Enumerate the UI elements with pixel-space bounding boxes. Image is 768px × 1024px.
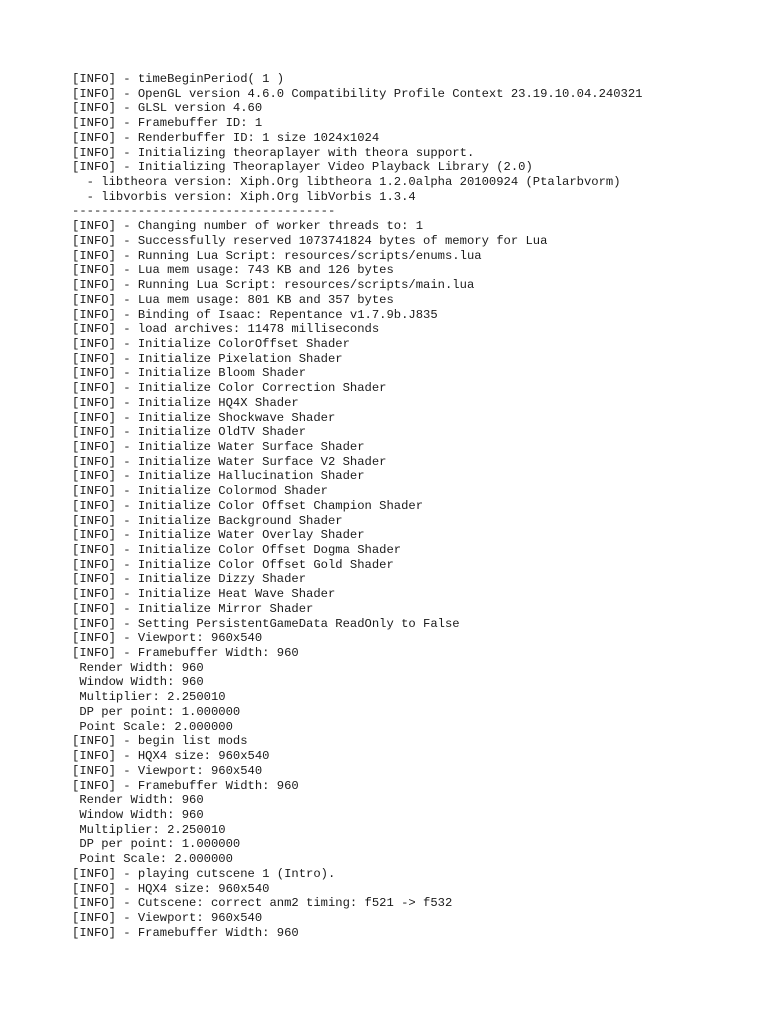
log-line: [INFO] - Initialize Color Offset Dogma Shader bbox=[72, 543, 402, 557]
log-line: Multiplier: 2.250010 bbox=[72, 690, 226, 705]
log-line: [INFO] - Initialize HQ4X Shader bbox=[72, 395, 299, 410]
log-line: Point Scale: 2.000000 bbox=[72, 719, 233, 734]
log-line: [INFO] - Lua mem usage: 743 KB and 126 bytes bbox=[72, 263, 394, 278]
log-line: [INFO] - Initialize Colormod Shader bbox=[72, 484, 328, 499]
log-line: [INFO] - Initialize Hallucination Shader bbox=[72, 469, 365, 484]
log-line: Render Width: 960 bbox=[72, 793, 204, 808]
log-line: [INFO] - GLSL version 4.60 bbox=[72, 101, 263, 116]
log-line: [INFO] - Initialize ColorOffset Shader bbox=[72, 336, 350, 351]
log-line: DP per point: 1.000000 bbox=[72, 704, 241, 719]
log-line: Multiplier: 2.250010 bbox=[72, 822, 226, 837]
log-line: [INFO] - Running Lua Script: resources/scripts/main.lua bbox=[72, 278, 475, 293]
log-line: [INFO] - Framebuffer Width: 960 bbox=[72, 778, 299, 793]
log-line: [INFO] - Initialize Dizzy Shader bbox=[72, 572, 307, 587]
log-line: [INFO] - Initialize Color Offset Champion Shader bbox=[72, 498, 424, 513]
log-line: DP per point: 1.000000 bbox=[72, 837, 241, 852]
log-line: [INFO] - Framebuffer Width: 960 bbox=[72, 925, 299, 940]
log-line: [INFO] - Viewport: 960x540 bbox=[72, 631, 263, 646]
log-line: ------------------------------------ bbox=[72, 204, 336, 219]
log-line: [INFO] - timeBeginPeriod( 1 ) bbox=[72, 72, 285, 86]
log-line: Window Width: 960 bbox=[72, 807, 204, 822]
log-line: [INFO] - HQX4 size: 960x540 bbox=[72, 881, 270, 896]
log-line: [INFO] - load archives: 11478 milliseconds bbox=[72, 322, 380, 337]
log-line: [INFO] - OpenGL version 4.6.0 Compatibility Profile Context 23.19.10.04.240321 bbox=[72, 86, 643, 101]
log-line: [INFO] - Viewport: 960x540 bbox=[72, 910, 263, 925]
log-line: [INFO] - Binding of Isaac: Repentance v1.7.9b.J835 bbox=[72, 307, 438, 322]
log-line: [INFO] - Initialize Water Overlay Shader bbox=[72, 528, 365, 543]
log-line: [INFO] - Framebuffer ID: 1 bbox=[72, 116, 263, 131]
log-line: [INFO] - begin list mods bbox=[72, 734, 248, 749]
log-line: [INFO] - Initialize Color Correction Shader bbox=[72, 381, 387, 396]
log-line: [INFO] - Setting PersistentGameData ReadOnly to False bbox=[72, 616, 460, 631]
log-line: [INFO] - HQX4 size: 960x540 bbox=[72, 749, 270, 764]
log-line: [INFO] - Initialize Bloom Shader bbox=[72, 366, 307, 381]
log-line: [INFO] - Changing number of worker threads to: 1 bbox=[72, 219, 424, 234]
log-line: [INFO] - Initialize Pixelation Shader bbox=[72, 351, 343, 366]
log-line: [INFO] - Initialize Heat Wave Shader bbox=[72, 587, 336, 602]
log-line: [INFO] - Initialize Color Offset Gold Shader bbox=[72, 557, 394, 572]
log-line: [INFO] - Initialize Background Shader bbox=[72, 513, 343, 528]
log-line: [INFO] - Viewport: 960x540 bbox=[72, 763, 263, 778]
log-line: - libvorbis version: Xiph.Org libVorbis 1.3.4 bbox=[72, 189, 416, 204]
log-line: [INFO] - Initialize Water Surface V2 Shader bbox=[72, 454, 387, 469]
log-line: [INFO] - Successfully reserved 1073741824 bytes of memory for Lua bbox=[72, 233, 548, 248]
log-line: Window Width: 960 bbox=[72, 675, 204, 690]
log-line: Point Scale: 2.000000 bbox=[72, 852, 233, 867]
log-line: [INFO] - Initialize Mirror Shader bbox=[72, 601, 314, 616]
log-line: [INFO] - Framebuffer Width: 960 bbox=[72, 646, 299, 661]
log-line: [INFO] - Cutscene: correct anm2 timing: f521 -> f532 bbox=[72, 896, 453, 911]
log-line: [INFO] - Initialize Shockwave Shader bbox=[72, 410, 336, 425]
log-line: Render Width: 960 bbox=[72, 660, 204, 675]
log-line: [INFO] - Initialize OldTV Shader bbox=[72, 425, 307, 440]
log-output bbox=[72, 72, 642, 940]
log-line: [INFO] - Initializing Theoraplayer Video Playback Library (2.0) bbox=[72, 160, 533, 175]
log-line: - libtheora version: Xiph.Org libtheora 1.2.0alpha 20100924 (Ptalarbvorm) bbox=[72, 175, 621, 190]
log-line: [INFO] - Initialize Water Surface Shader bbox=[72, 439, 365, 454]
log-line: [INFO] - Initializing theoraplayer with theora support. bbox=[72, 145, 475, 160]
log-line: [INFO] - Running Lua Script: resources/scripts/enums.lua bbox=[72, 248, 482, 263]
log-line: [INFO] - Lua mem usage: 801 KB and 357 bytes bbox=[72, 292, 394, 307]
log-line: [INFO] - playing cutscene 1 (Intro). bbox=[72, 866, 336, 881]
log-line: [INFO] - Renderbuffer ID: 1 size 1024x1024 bbox=[72, 130, 380, 145]
